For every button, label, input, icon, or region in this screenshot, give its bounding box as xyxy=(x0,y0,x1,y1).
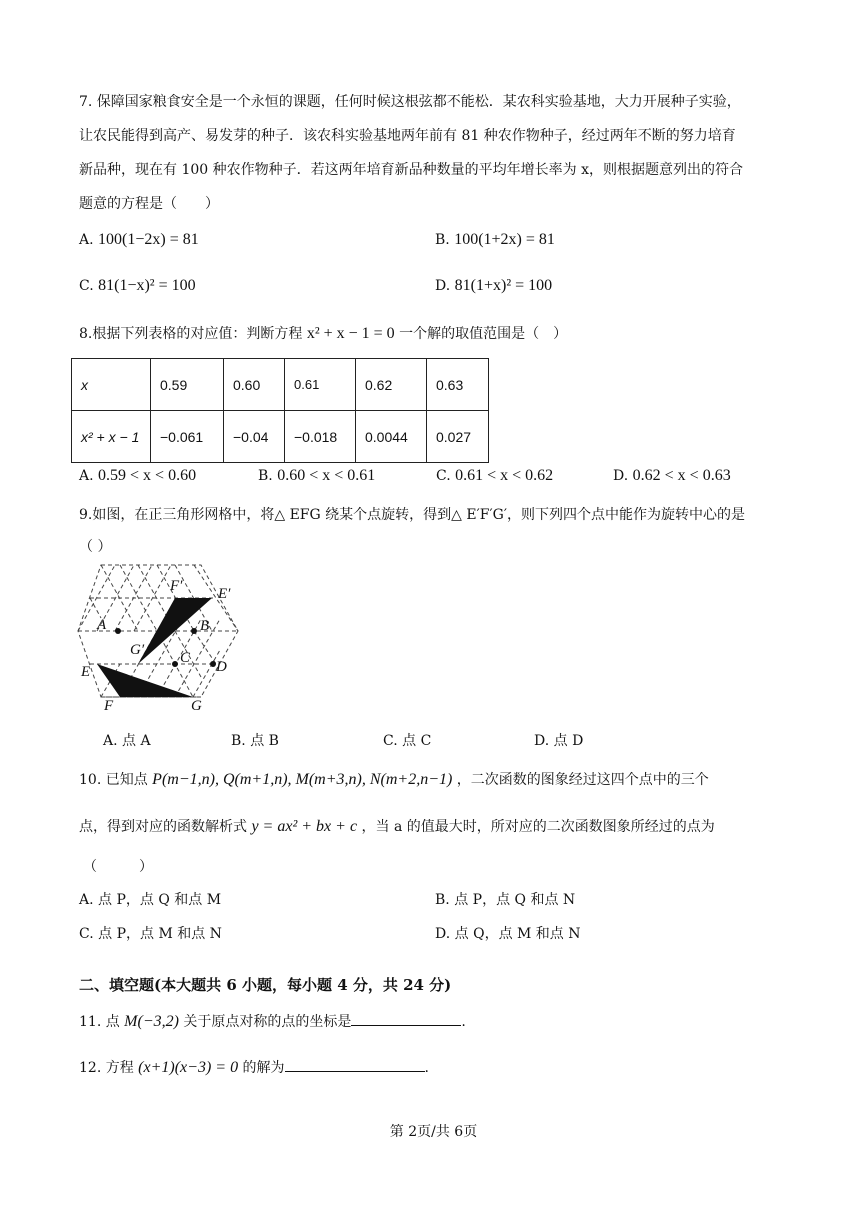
q10-points: P(m−1,n), Q(m+1,n), M(m+3,n), N(m+2,n−1) xyxy=(152,771,453,788)
table-row xyxy=(72,411,489,463)
table-cell: x² + x − 1 xyxy=(72,411,151,463)
q10-line-1: 10. 已知点 P(m−1,n), Q(m+1,n), M(m+3,n), N(m+2,n−1) ，二次函数的图象经过这四个点中的三个 xyxy=(79,771,709,788)
table-cell: 0.61 xyxy=(285,359,356,411)
q10-line-3: （ ） xyxy=(83,859,153,875)
q7-stem xyxy=(79,85,791,221)
q7-line-4: 题意的方程是（ ） xyxy=(79,196,219,212)
table-row xyxy=(72,359,489,411)
page-footer: 第 2页/共 6页 xyxy=(389,1124,478,1140)
label-a: A xyxy=(97,617,107,633)
label-g: G xyxy=(191,698,202,714)
q12-equation: (x+1)(x−3) = 0 xyxy=(138,1059,239,1076)
q10-function: y = ax² + bx + c xyxy=(251,818,358,835)
point-c xyxy=(172,661,178,667)
q7-line-3: 新品种，现在有 100 种农作物种子．若这两年培育新品种数量的平均年增长率为 x，则根据题意列出的符合 xyxy=(79,162,743,178)
q8-option-b: B. 0.60 < x < 0.61 xyxy=(258,467,376,484)
table-cell: x xyxy=(72,359,151,411)
q7-option-b: B. 100(1+2x) = 81 xyxy=(435,231,555,248)
q7-option-a-text: 100(1−2x) = 81 xyxy=(98,231,199,248)
q7-line-2: 让农民能得到高产、易发芽的种子．该农科实验基地两年前有 81 种农作物种子，经过两年不断的努力培育 xyxy=(79,128,736,144)
q7-option-c-text: 81(1−x)² = 100 xyxy=(98,277,196,294)
table-cell: 0.0044 xyxy=(356,411,427,463)
q9-line-1: 9.如图，在正三角形网格中，将△ EFG 绕某个点旋转，得到△ E′F′G′，则下列四个点中能作为旋转中心的是 xyxy=(79,507,746,523)
q11: 11. 点 M(−3,2) 关于原点对称的点的坐标是 . xyxy=(79,1013,466,1030)
section-2-heading: 二、填空题(本大题共 6 小题，每小题 4 分，共 24 分) xyxy=(79,976,452,994)
q12: 12. 方程 (x+1)(x−3) = 0 的解为 . xyxy=(79,1059,429,1076)
q8-stem: 8.根据下列表格的对应值：判断方程 x² + x − 1 = 0 一个解的取值范围是（ ） xyxy=(79,325,568,342)
label-g-prime: G′ xyxy=(130,642,145,658)
table-cell: −0.061 xyxy=(151,411,224,463)
q11-point: M(−3,2) xyxy=(124,1013,179,1030)
label-e-prime: E′ xyxy=(218,586,231,602)
q9-option-a: A. 点 A xyxy=(103,733,151,749)
label-f-prime: F′ xyxy=(170,578,183,594)
label-c: C xyxy=(180,650,191,666)
q7-line-1: 7. 保障国家粮食安全是一个永恒的课题，任何时候这根弦都不能松．某农科实验基地，大力开展种子实验， xyxy=(79,94,741,110)
q10-option-c: C. 点 P，点 M 和点 N xyxy=(79,926,222,942)
q7-option-b-text: 100(1+2x) = 81 xyxy=(454,231,555,248)
q9-option-b: B. 点 B xyxy=(231,733,279,749)
table-cell: 0.62 xyxy=(356,359,427,411)
q9-triangle-grid-figure xyxy=(70,555,270,715)
q9-option-c: C. 点 C xyxy=(383,733,432,749)
q9-option-d: D. 点 D xyxy=(534,733,584,749)
q10-option-a: A. 点 P，点 Q 和点 M xyxy=(79,892,222,908)
q10-line-2: 点，得到对应的函数解析式 y = ax² + bx + c ，当 a 的值最大时，所对应的二次函数图象所经过的点为 xyxy=(79,818,715,835)
label-e: E xyxy=(81,664,91,680)
q9-line-2: （ ） xyxy=(79,539,112,555)
label-b: B xyxy=(200,618,210,634)
table-cell: −0.04 xyxy=(224,411,285,463)
q8-value-table xyxy=(71,358,489,463)
q7-option-a: A. 100(1−2x) = 81 xyxy=(79,231,199,248)
q8-option-d: D. 0.62 < x < 0.63 xyxy=(613,467,731,484)
table-cell: 0.027 xyxy=(427,411,489,463)
q8-equation: x² + x − 1 = 0 xyxy=(306,325,395,342)
point-b xyxy=(191,628,197,634)
label-d: D xyxy=(216,659,227,675)
q12-answer-blank[interactable] xyxy=(285,1057,425,1072)
q7-option-d: D. 81(1+x)² = 100 xyxy=(435,277,553,294)
label-f: F xyxy=(104,698,114,714)
triangle-efg xyxy=(97,664,193,697)
q10-option-b: B. 点 P，点 Q 和点 N xyxy=(435,892,576,908)
q8-option-c: C. 0.61 < x < 0.62 xyxy=(436,467,554,484)
q10-option-d: D. 点 Q，点 M 和点 N xyxy=(435,926,581,942)
table-cell: 0.59 xyxy=(151,359,224,411)
q11-answer-blank[interactable] xyxy=(351,1011,461,1026)
table-cell: 0.63 xyxy=(427,359,489,411)
point-a xyxy=(115,628,121,634)
q8-option-a: A. 0.59 < x < 0.60 xyxy=(79,467,197,484)
table-cell: 0.60 xyxy=(224,359,285,411)
table-cell: −0.018 xyxy=(285,411,356,463)
q7-option-c: C. 81(1−x)² = 100 xyxy=(79,277,196,294)
q7-option-d-text: 81(1+x)² = 100 xyxy=(454,277,553,294)
